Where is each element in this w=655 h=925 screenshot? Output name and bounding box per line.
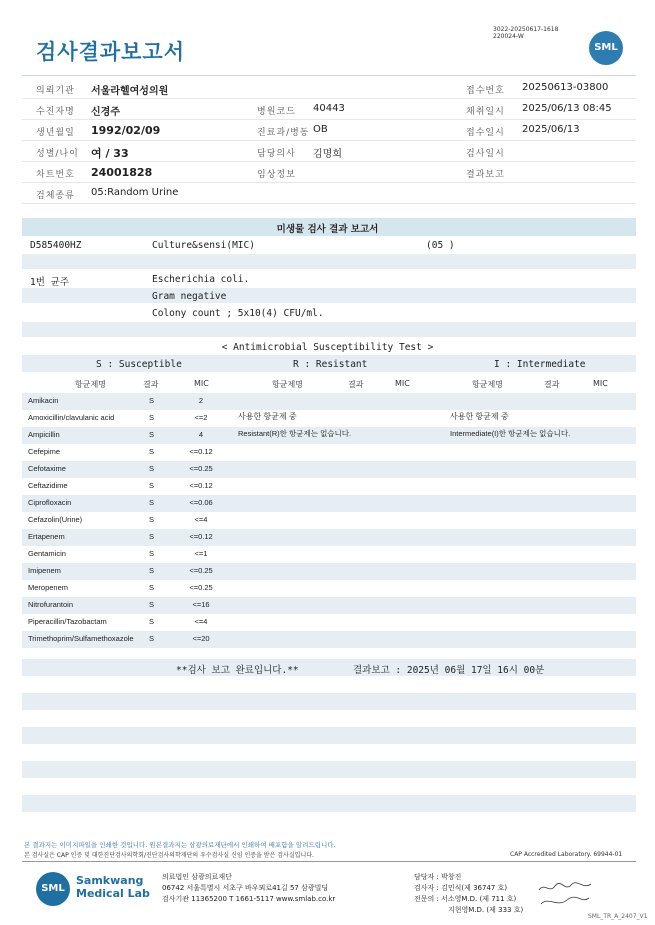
drug-mic: <=0.12 — [189, 532, 213, 541]
band-row — [22, 761, 636, 778]
drug-result: S — [149, 617, 155, 626]
drug-result: S — [149, 549, 155, 558]
drug-result: S — [149, 413, 155, 422]
footer-logo: SML — [36, 872, 70, 906]
legend-intermediate: I : Intermediate — [494, 359, 586, 370]
doc-code-1: 3022-20250617-1618 — [493, 26, 559, 33]
note-used-resistant: 사용한 항균제 중 — [238, 412, 297, 421]
brand-line-2: Medical Lab — [76, 887, 150, 900]
doctor-value: 김명희 — [313, 149, 342, 160]
sml-logo: SML — [589, 31, 623, 65]
table-row-band — [22, 563, 636, 580]
drug-name: Piperacillin/Tazobactam — [28, 617, 107, 626]
band-row — [22, 322, 636, 337]
row-divider — [22, 98, 636, 99]
drug-mic: <=4 — [194, 515, 208, 524]
drug-name: Cefazolin(Urine) — [28, 515, 83, 524]
received-label: 접수일시 — [466, 128, 505, 138]
drug-result: S — [149, 498, 155, 507]
test-name: Culture&sensi(MIC) — [152, 240, 255, 251]
note-used-intermediate: 사용한 항균제 중 — [450, 412, 509, 421]
legend-resistant: R : Resistant — [293, 359, 368, 370]
organism-name: Escherichia coli. — [152, 274, 250, 285]
report-complete: **검사 보고 완료입니다.** — [176, 665, 299, 676]
table-row-band — [22, 461, 636, 478]
drug-result: S — [149, 430, 155, 439]
table-row-band — [22, 495, 636, 512]
staff-line-4: 지현영M.D. (제 333 호) — [448, 906, 524, 914]
col-drug: 항균제명 — [472, 380, 503, 389]
band-row — [22, 254, 636, 269]
drug-mic: <=1 — [194, 549, 208, 558]
drug-name: Ceftazidime — [28, 481, 68, 490]
chart-label: 차트번호 — [36, 170, 75, 180]
doc-code — [493, 26, 558, 40]
address-line-1: 의료법인 삼광의료재단 — [162, 873, 232, 881]
drug-name: Ertapenem — [28, 532, 65, 541]
report-time: 결과보고 : 2025년 06월 17일 16시 00분 — [353, 665, 545, 676]
drug-name: Amoxicillin/clavulanic acid — [28, 413, 115, 422]
band-row — [22, 795, 636, 812]
note-resistant: Resistant(R)한 항균제는 없습니다. — [238, 429, 352, 438]
col-result: 결과 — [143, 380, 159, 389]
band-row — [22, 693, 636, 710]
footer-note-1: 본 결과지는 이미지파일을 인쇄한 것입니다. 원본결과지는 삼광의료재단에서 인쇄하여 배포함을 알려드립니다. — [24, 841, 336, 849]
col-drug: 항균제명 — [272, 380, 303, 389]
footer-staff — [414, 872, 523, 916]
row-divider — [22, 140, 636, 141]
specimen-value: 05:Random Urine — [91, 187, 179, 198]
clinical-label: 임상정보 — [257, 170, 296, 180]
drug-mic: <=0.12 — [189, 447, 213, 456]
drug-result: S — [149, 634, 155, 643]
dob-label: 생년월일 — [36, 128, 75, 138]
table-row-band — [22, 393, 636, 410]
table-row-band — [22, 597, 636, 614]
footer-address — [162, 872, 335, 905]
table-row-band — [22, 529, 636, 546]
collect-value: 2025/06/13 08:45 — [522, 103, 612, 114]
drug-name: Cefotaxime — [28, 464, 66, 473]
hosp-code-label: 병원코드 — [257, 107, 296, 117]
drug-mic: <=0.25 — [189, 566, 213, 575]
col-result: 결과 — [348, 380, 364, 389]
drug-mic: <=16 — [192, 600, 210, 609]
drug-result: S — [149, 532, 155, 541]
drug-result: S — [149, 583, 155, 592]
drug-name: Trimethoprim/Sulfamethoxazole — [28, 634, 134, 643]
test-number: (05 ) — [426, 240, 455, 251]
gram-stain: Gram negative — [152, 291, 227, 302]
drug-mic: 2 — [198, 396, 204, 405]
drug-mic: <=20 — [192, 634, 210, 643]
drug-result: S — [149, 447, 155, 456]
row-divider — [22, 203, 636, 204]
receipt-no-value: 20250613-03800 — [522, 82, 609, 93]
drug-mic: <=0.25 — [189, 464, 213, 473]
drug-mic: <=2 — [194, 413, 208, 422]
hosp-code-value: 40443 — [313, 103, 345, 114]
dept-label: 진료과/병동 — [257, 128, 310, 138]
drug-name: Cefepime — [28, 447, 61, 456]
staff-line-1: 담당자 : 박창진 — [414, 873, 462, 881]
patient-value: 신경주 — [91, 107, 120, 118]
row-divider — [22, 119, 636, 120]
row-divider — [22, 161, 636, 162]
footer-note-2: 본 검사실은 CAP 인증 및 대한진단검사의학회/진단검사의학재단의 우수검사실 신임 인증을 받은 검사실입니다. — [24, 852, 314, 859]
report-label: 결과보고 — [466, 170, 505, 180]
organism-label: 1번 균주 — [30, 277, 69, 288]
chart-value: 24001828 — [91, 166, 153, 179]
band-row — [22, 727, 636, 744]
test-date-label: 검사일시 — [466, 149, 505, 159]
sex-age-value: 여 / 33 — [91, 147, 129, 160]
patient-label: 수진자명 — [36, 107, 75, 117]
drug-result: S — [149, 600, 155, 609]
row-divider — [22, 182, 636, 183]
dob-value: 1992/02/09 — [91, 124, 161, 137]
drug-result: S — [149, 481, 155, 490]
cap-accreditation: CAP Accredited Laboratory. 69944-01 — [510, 851, 623, 858]
drug-name: Amikacin — [28, 396, 59, 405]
doc-code-2: 220024-W — [493, 33, 524, 40]
col-mic: MIC — [593, 379, 608, 388]
col-result: 결과 — [544, 380, 560, 389]
drug-mic: <=0.06 — [189, 498, 213, 507]
legend-susceptible: S : Susceptible — [96, 359, 182, 370]
page-title: 검사결과보고서 — [36, 40, 186, 64]
section-title: 미생물 검사 결과 보고서 — [276, 224, 379, 235]
drug-result: S — [149, 464, 155, 473]
drug-mic: 4 — [198, 430, 204, 439]
drug-name: Ampicillin — [28, 430, 60, 439]
test-code: D585400HZ — [30, 240, 82, 251]
drug-mic: <=0.12 — [189, 481, 213, 490]
address-line-3: 검사기관 11365200 T 1661-5117 www.smlab.co.kr — [162, 895, 336, 903]
org-label: 의뢰기관 — [36, 86, 75, 96]
brand-name — [76, 874, 150, 900]
staff-line-2: 검사자 : 김민식(제 36747 호) — [414, 884, 508, 892]
footer-divider — [22, 861, 636, 862]
note-intermediate: Intermediate(I)한 항균제는 없습니다. — [450, 429, 571, 438]
drug-mic: <=0.25 — [189, 583, 213, 592]
brand-line-1: Samkwang — [76, 874, 144, 887]
dept-value: OB — [313, 124, 328, 135]
form-code: SML_TR_A_2407_V1 — [588, 913, 648, 920]
drug-result: S — [149, 566, 155, 575]
band-row — [22, 288, 636, 303]
drug-name: Gentamicin — [28, 549, 66, 558]
specimen-label: 검체종류 — [36, 191, 75, 201]
signature-image — [537, 880, 593, 910]
received-value: 2025/06/13 — [522, 124, 580, 135]
doctor-label: 담당의사 — [257, 149, 296, 159]
header-divider — [22, 75, 636, 76]
staff-line-3: 전문의 : 서소영M.D. (제 711 호) — [414, 895, 517, 903]
colony-count: Colony count ; 5x10(4) CFU/ml. — [152, 308, 324, 319]
drug-name: Ciprofloxacin — [28, 498, 72, 507]
col-mic: MIC — [395, 379, 410, 388]
drug-result: S — [149, 515, 155, 524]
drug-mic: <=4 — [194, 617, 208, 626]
drug-name: Imipenem — [28, 566, 61, 575]
col-mic: MIC — [194, 379, 209, 388]
receipt-no-label: 접수번호 — [466, 86, 505, 96]
ast-title: < Antimicrobial Susceptibility Test > — [221, 342, 434, 353]
org-value: 서울라헬여성의원 — [91, 86, 169, 97]
col-drug: 항균제명 — [75, 380, 106, 389]
sex-age-label: 성별/나이 — [36, 149, 79, 159]
drug-name: Meropenem — [28, 583, 69, 592]
drug-result: S — [149, 396, 155, 405]
drug-name: Nitrofurantoin — [28, 600, 74, 609]
address-line-2: 06742 서울특별시 서초구 바우뫼로41길 57 삼광빌딩 — [162, 884, 329, 892]
collect-label: 채취일시 — [466, 107, 505, 117]
